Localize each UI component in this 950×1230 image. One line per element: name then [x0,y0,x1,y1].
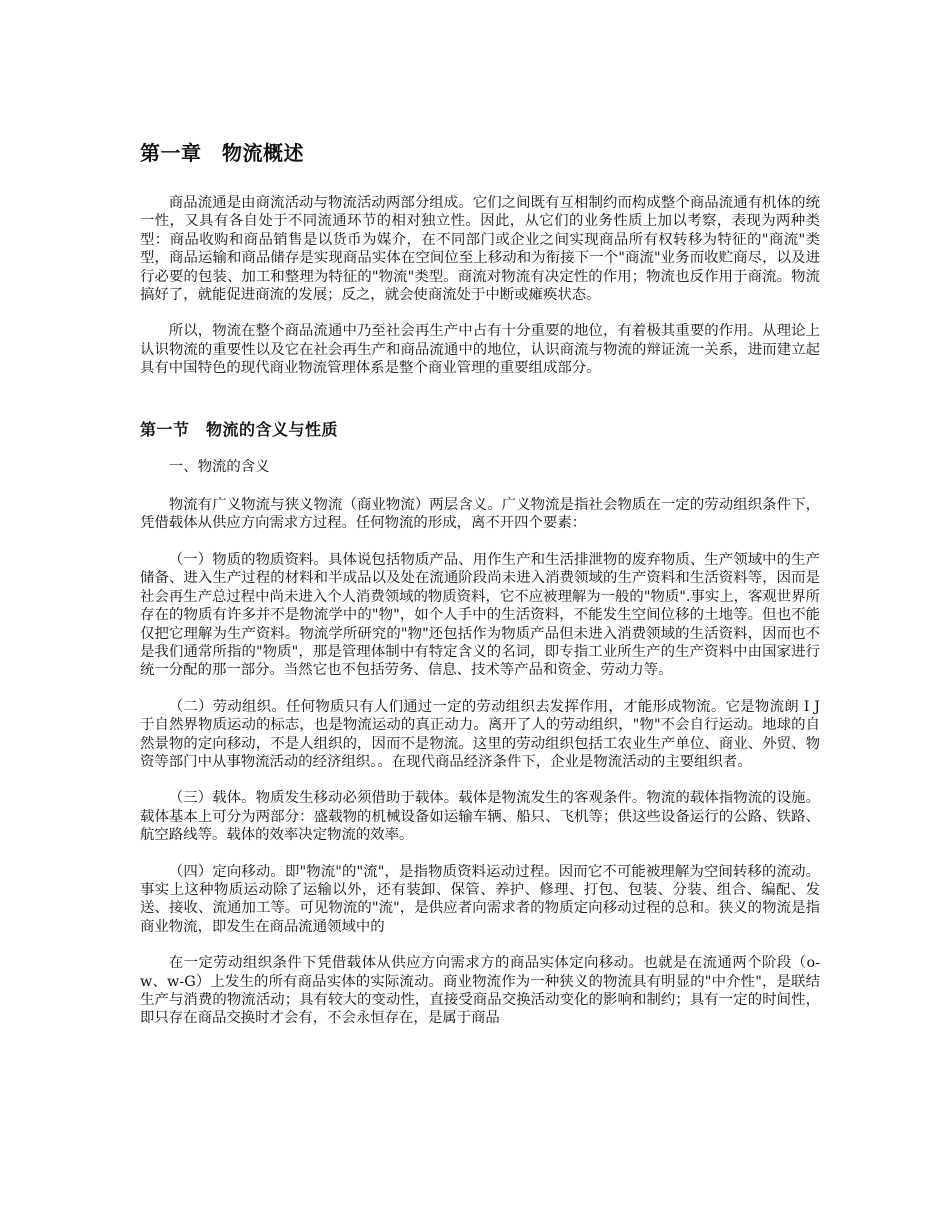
intro-paragraph: 所以，物流在整个商品流通中乃至社会再生产中占有十分重要的地位，有着极其重要的作用。从理论上认识物流的重要性以及它在社会再生产和商品流通中的地位，认识商流与物流的辩证流一关系，进而建立起具有中国特色的现代商业物流管理体系是整个商业管理的重要组成部分。 [140,323,820,377]
body-paragraph: （四）定向移动。即"物流"的"流"，是指物质资料运动过程。因而它不可能被理解为空间转移的流动。事实上这种物质运动除了运输以外，还有装卸、保管、养护、修理、打包、包装、分装、组合、编配、发送、接收、流通加工等。可见物流的"流"，是供应者向需求者的物质定向移动过程的总和。狭义的物流是指商业物流，即发生在商品流通领域中的 [140,863,820,935]
intro-paragraph: 商品流通是由商流活动与物流活动两部分组成。它们之间既有互相制约而构成整个商品流通有机体的统一性，又具有各自处于不同流通环节的相对独立性。因此，从它们的业务性质上加以考察，表现为两种类型：商品收购和商品销售是以货币为媒介，在不同部门或企业之间实现商品所有权转移为特征的"商流"类型，商品运输和商品储存是实现商品实体在空间位至上移动和为衔接下一个"商流"业务而收贮商尽，以及进行必要的包装、加工和整理为特征的"物流"类型。商流对物流有决定性的作用；物流也反作用于商流。物流搞好了，就能促进商流的发展；反之，就会使商流处于中断或瘫痪状态。 [140,195,820,304]
body-paragraph: 在一定劳动组织条件下凭借载体从供应方向需求方的商品实体定向移动。也就是在流通两个阶段（o-w、w-G）上发生的所有商品实体的实际流动。商业物流作为一种狭义的物流具有明显的"中介性"，是联结生产与消费的物流活动；具有较大的变动性，直接受商品交换活动变化的影响和制约；具有一定的时间性，即只存在商品交换时才会有，不会永恒存在，是属于商品 [140,955,820,1027]
document-page [140,138,820,1028]
body-paragraph: （三）载体。物质发生移动必须借助于载体。载体是物流发生的客观条件。物流的载体指物流的设施。载体基本上可分为两部分：盛载物的机械设备如运输车辆、船只、飞机等；供这些设备运行的公路、铁路、航空路线等。载体的效率决定物流的效率。 [140,790,820,844]
body-paragraph: 物流有广义物流与狭义物流（商业物流）两层含义。广义物流是指社会物质在一定的劳动组织条件下，凭借载体从供应方向需求方过程。任何物流的形成，离不开四个要素： [140,497,820,532]
subheading: 一、物流的含义 [168,458,270,475]
section-title: 第一节 物流的含义与性质 [140,419,339,439]
chapter-title: 第一章 物流概述 [140,141,304,165]
body-paragraph: （二）劳动组织。任何物质只有人们通过一定的劳动组织去发挥作用，才能形成物流。它是物流朗 I J 于自然界物质运动的标志，也是物流运动的真正动力。离开了人的劳动组织，"物"不会自行运动。地球的自然景物的定向移动，不是人组织的，因而不是物流。这里的劳动组织包括工农业生产单位、商业、外贸、物资等部门中从事物流活动的经济组织。。在现代商品经济条件下，企业是物流活动的主要组织者。 [140,698,820,770]
body-paragraph: （一）物质的物质资料。具体说包括物质产品、用作生产和生活排泄物的废弃物质、生产领域中的生产储备、进入生产过程的材料和半成品以及处在流通阶段尚未进入消费领域的生产资料和生活资料等，因而是社会再生产总过程中尚未进入个人消费领域的物质资料，它不应被理解为一般的"物质".事实上，客观世界所存在的物质有许多并不是物流学中的"物"，如个人手中的生活资料，不能发生空间位移的土地等。但也不能仅把它理解为生产资料。物流学所研究的"物"还包括作为物质产品但未进入消费领域的生活资料，因而也不是我们通常所指的"物质"，那是管理体制中有特定含义的名词，即专指工业所生产的生产资料中由国家进行统一分配的那一部分。当然它也不包括劳务、信息、技术等产品和资金、劳动力等。 [140,551,820,679]
